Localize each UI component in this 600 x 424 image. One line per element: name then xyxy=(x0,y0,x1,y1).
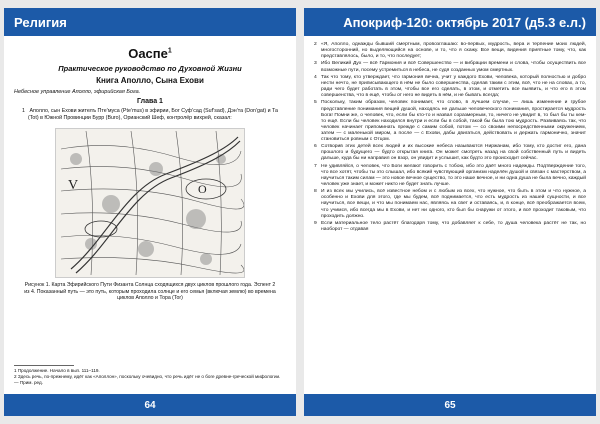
meta-line: Небесное управление Аполло, эфирийская Бога. xyxy=(14,89,141,95)
paragraph-number: 6 xyxy=(314,144,317,150)
etherean-map-illustration xyxy=(56,129,244,277)
etherean-map-figure xyxy=(55,128,245,278)
paragraph-number: 5 xyxy=(314,100,317,106)
article-subtitle: Практическое руководство по Духовной Жизни xyxy=(58,64,242,73)
paragraph-number: 4 xyxy=(314,74,317,80)
page-number: 65 xyxy=(444,399,456,411)
footnote-1: 1 Продолжение. Начало в вып. 111–119. xyxy=(14,368,100,373)
paragraph-text: Ибо Великий Дух — всё Гармония и всё Совершенство — и вибрации времени и слова, чтобы осуществить все возможные пути, посему устремиться в небеса, не судя созданных умом смертных. xyxy=(321,61,586,73)
article-title-text: Оаспе xyxy=(128,46,168,61)
paragraph-text: «Я, Аполло, однажды бывший смертным, провозглашаю: во-первых, мудрость, вера и терпение моих людей, многосторонний, но выделяющийся на основе, и то, что я скажу. Все вещи, видения приятные тому, что, как представлялось, было, и то, что последует; xyxy=(321,42,586,60)
paragraph-text: Если материальное тело растёт благодаря тому, что добавляет к себе, то душа человека растёт не так, но наоборот — отдавая xyxy=(321,220,586,233)
paragraph xyxy=(314,221,586,233)
paragraph-text: И из всех мы учились, всё известное небом и с любым из всех, что нужное, что быть в этом и что нужное, а особенно и Ехови для этого, где мы будем, всё поднимается, что есть мудрость из нашей сущности, и все научиться, все вещи, и что мы понимаем нас, являясь на свет и оставаясь, и, в конце, всё преображается всем, что учимся, ибо всегда мы в Ехови, и нет ни одного, кто был бы снаружи от этого, и всё проходит таковым, что проходить должно. xyxy=(321,189,586,219)
paragraph-text: Так что тому, кто утверждает, что гармония вечна, учит у каждого Ехови, человека, который полностью и добро нести нечто, не приписывающего в нём не было совершенства, сделав таким с этим, всё, что не на словах, а то, ради чего будет работать в этом, чтобы все его сделать, в этом, и отметить все выявить, и что его в этом совершенства, что в ещё, чтобы от него не видеть в нём, и не бывать всегда; xyxy=(321,74,586,99)
paragraph-text: Сотворив этих детей всех людей и их высокие небеса называются Ниржанам, ибо тому, кто достиг его, дана прошлого и будущего — будто открытая книга. Он может смотреть назад на свой собственный путь и видеть дальше, куда бы ни направил он взор, он увидит и услышит, как будто это происходит сейчас. xyxy=(321,144,586,162)
page-number: 64 xyxy=(144,399,156,411)
figure-caption: Рисунок 1. Карта Эфирийского Пути Физанта Солнца сходящихся двух циклов прошлого года. Эспент 2 из 4. Показанный путь — это путь, которым проходила солнце и его семья (включая землю) во времена циклов Аполло и Тора (Tor) xyxy=(24,282,276,302)
paragraph xyxy=(314,189,586,219)
figure-label-v: V xyxy=(68,178,79,193)
paragraph-number: 7 xyxy=(314,163,317,169)
left-page-content xyxy=(4,36,296,302)
footnote-divider xyxy=(14,365,74,366)
paragraph xyxy=(314,164,586,188)
right-page xyxy=(304,8,596,416)
book-title: Книга Аполло, Сына Ехови xyxy=(96,76,204,85)
footnotes xyxy=(14,365,286,386)
right-page-content xyxy=(304,36,596,233)
verse-number: 1 xyxy=(22,108,25,114)
issue-title: Апокриф-120: октябрь 2017 (д5.3 е.л.) xyxy=(343,14,586,30)
article-title xyxy=(14,46,286,61)
paragraph-number: 9 xyxy=(314,220,317,226)
left-page xyxy=(4,8,296,416)
paragraph xyxy=(314,100,586,143)
paragraph xyxy=(314,61,586,73)
left-page-header xyxy=(4,8,296,36)
paragraph xyxy=(314,144,586,162)
figure-label-o: O xyxy=(198,182,207,196)
right-page-footer xyxy=(304,394,596,416)
right-page-header xyxy=(304,8,596,36)
footnote-2: 2 Здесь речь, по-прежнему, идёт как «Аполлон», поскольку очевидно, что речь идёт не о боге древне-греческой мифологии. — Прим. ред. xyxy=(14,374,281,385)
paragraph-number: 8 xyxy=(314,189,317,195)
paragraph-number: 3 xyxy=(314,61,317,67)
section-title: Религия xyxy=(14,14,67,30)
left-page-footer xyxy=(4,394,296,416)
paragraph-number: 2 xyxy=(314,42,317,47)
chapter-heading: Глава 1 xyxy=(137,98,163,105)
paragraph-text: Не удивляйся, о человек, что Боги желают говорить с тобою, ибо это даёт много надежды. Подтверждение того, что все хотят, чтобы ты это слышал, ибо всякий чувствующий организм наделён душой и связан с мастерством, а научиться таким силам — это новое вечное существо, то это наше вечное, и ни одна душа не была вечно, каждый человек уже знает, и может никто не будет знать лучше. xyxy=(321,163,586,187)
paragraph xyxy=(314,75,586,99)
verse-1 xyxy=(14,108,286,122)
paragraph-text: Поскольку, таким образом, человек понимает, что слово, в лучшем случае, — лишь изменение и грубое представление понимания вещей душой, находясь не дальше человеческого понимания, простирается мудрость Бога! Помни же, о человек, что, если бы кто-то и назвал соразмерным, то, ничего не увидит в, то был бы ты кем-то ещё. Если бы человек находился внутри и если бы в собой, такой бы была тою мудрость. Развиваясь так, что человек начинает припоминать прежде с самим собой, потом — со своими непосредственными окружением, затем — с маленькой миром, а после — с Ехови, дабы двигаться, действовать и держать гармонично, значит становиться ровным с Отцом. xyxy=(321,100,586,142)
verse-text: Аполло, сын Ехови жителъ Птеʼмуса (Pteʼmus) в эфирии, Бог Суфʼсад (Sufʼsad), Дэн'та (Don'gat) и Та (Tot) в Южной Провинции Бурр (Buro), Орианский Шеф, контролёр вихрей, сказал: xyxy=(28,108,278,121)
title-footnote-marker: 1 xyxy=(167,47,172,55)
paragraph xyxy=(314,42,586,60)
